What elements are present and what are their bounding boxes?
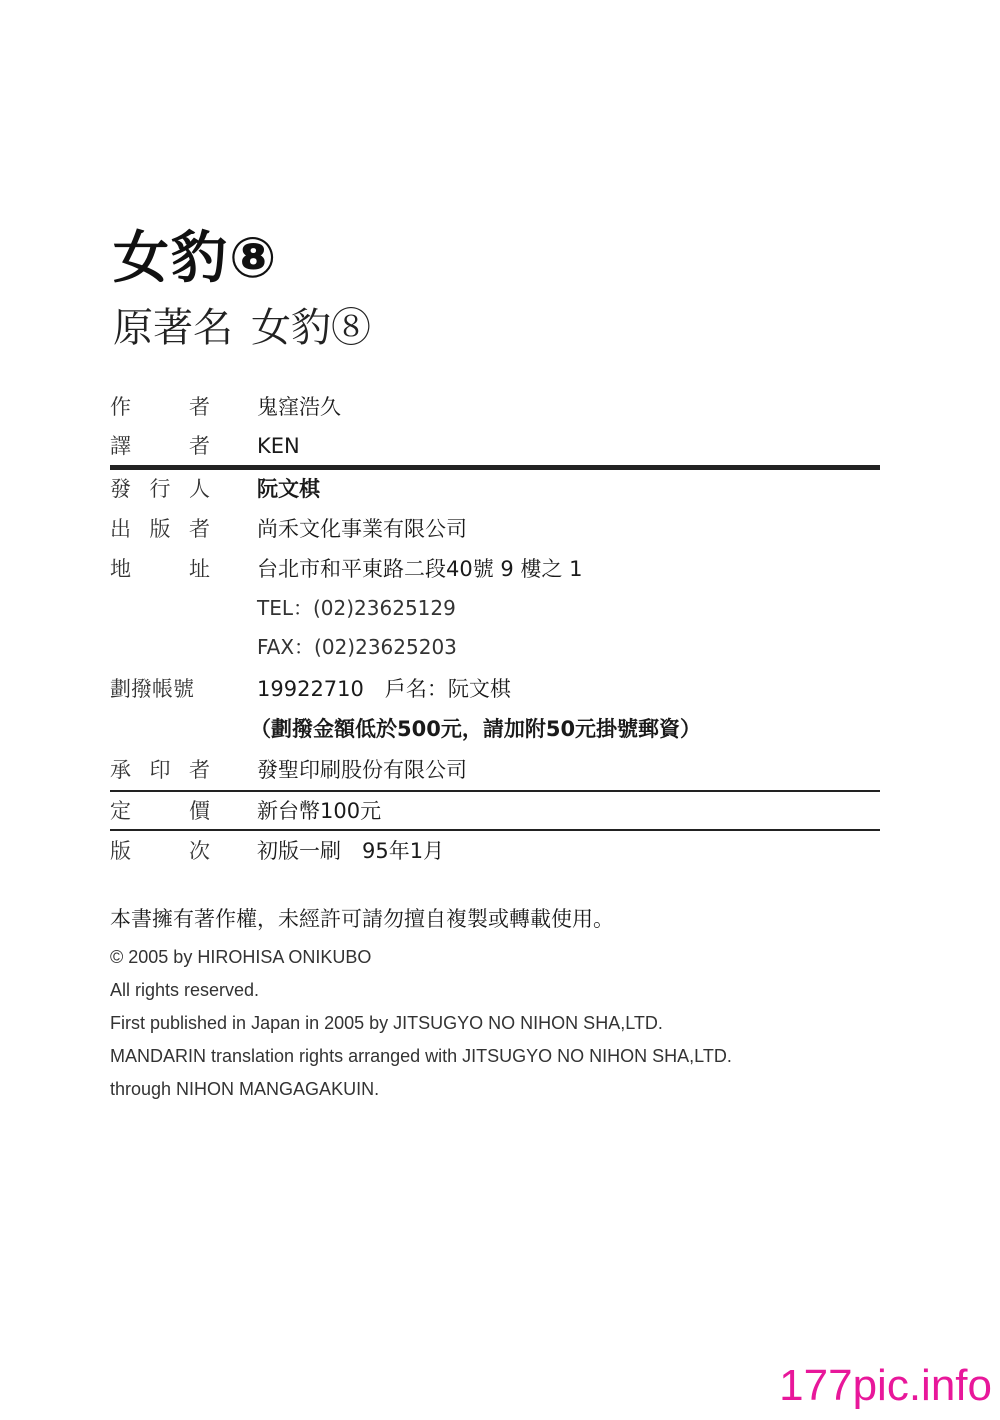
agency-line: through NIHON MANGAGAKUIN. xyxy=(110,1079,380,1099)
credit-label-price: 定 價 xyxy=(110,799,210,823)
credit-value-fax: FAX：(02)23625203 xyxy=(257,635,457,659)
credit-value-account-note: （劃撥金額低於500元，請加附50元掛號郵資） xyxy=(250,717,702,741)
credit-label-edition: 版 次 xyxy=(110,839,210,863)
credit-row-address xyxy=(110,551,890,587)
credit-row-edition xyxy=(110,833,890,869)
rights-line: All rights reserved. xyxy=(110,980,260,1000)
credit-label-publisher-person: 發 行 人 xyxy=(110,477,210,501)
site-watermark: 177pic.info xyxy=(779,1361,992,1410)
credit-value-account: 19922710 戶名：阮文棋 xyxy=(257,677,511,701)
credit-row-publisher-person xyxy=(110,471,890,507)
credit-row-account-note xyxy=(110,711,890,747)
book-title: 女豹⑧ xyxy=(113,226,279,291)
credit-label-address: 地 址 xyxy=(110,557,210,581)
credit-row-price xyxy=(110,793,890,829)
original-title-line xyxy=(113,300,371,356)
original-title: 女豹⑧ xyxy=(251,305,371,351)
original-title-label: 原著名 xyxy=(113,305,233,351)
credit-row-tel xyxy=(110,590,890,626)
copyright-line: © 2005 by HIROHISA ONIKUBO xyxy=(110,947,372,967)
copyright-notice: 本書擁有著作權，未經許可請勿擅自複製或轉載使用。 xyxy=(110,907,614,931)
heavy-divider xyxy=(110,465,880,470)
credit-row-publisher xyxy=(110,511,890,547)
thin-divider-bottom xyxy=(110,829,880,831)
credit-value-translator: KEN xyxy=(257,434,300,458)
credit-label-publisher: 出 版 者 xyxy=(110,517,210,541)
credit-row-printer xyxy=(110,752,890,788)
credit-row-author xyxy=(110,389,890,425)
credit-label-translator: 譯 者 xyxy=(110,434,210,458)
credit-value-publisher: 尚禾文化事業有限公司 xyxy=(257,517,467,541)
credit-row-account xyxy=(110,671,890,707)
credit-value-printer: 發聖印刷股份有限公司 xyxy=(257,758,467,782)
credit-value-publisher-person: 阮文棋 xyxy=(257,477,320,501)
credit-value-edition: 初版一刷 95年1月 xyxy=(257,839,445,863)
credit-label-printer: 承 印 者 xyxy=(110,758,210,782)
credit-row-fax xyxy=(110,629,890,665)
credit-label-account: 劃撥帳號 xyxy=(110,677,194,701)
credit-row-translator xyxy=(110,428,890,464)
first-published-line: First published in Japan in 2005 by JITSUGYO NO NIHON SHA,LTD. xyxy=(110,1013,663,1033)
translation-rights-line: MANDARIN translation rights arranged with JITSUGYO NO NIHON SHA,LTD. xyxy=(110,1046,732,1066)
credit-value-tel: TEL：(02)23625129 xyxy=(257,596,456,620)
thin-divider-top xyxy=(110,790,880,792)
credit-value-author: 鬼窪浩久 xyxy=(257,395,341,419)
credit-label-author: 作 者 xyxy=(110,395,210,419)
credit-value-address: 台北市和平東路二段40號 9 樓之 1 xyxy=(257,557,583,581)
credit-value-price: 新台幣100元 xyxy=(257,799,382,823)
